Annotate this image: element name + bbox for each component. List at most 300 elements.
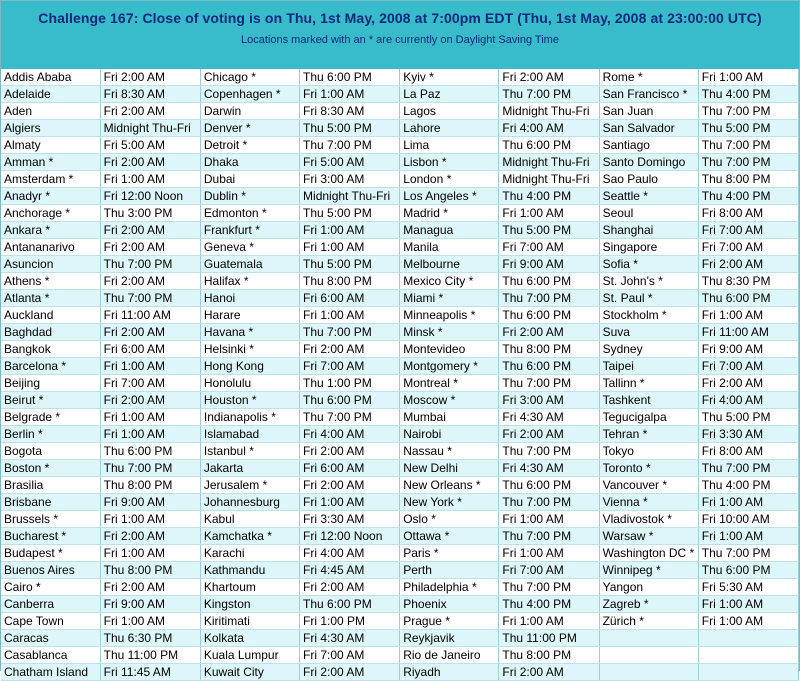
city-cell: Baghdad (1, 324, 100, 341)
local-time-cell: Thu 7:00 PM (300, 409, 400, 426)
city-cell: Belgrade * (1, 409, 100, 426)
city-cell: Chicago * (200, 69, 299, 86)
local-time-cell: Fri 4:00 AM (499, 120, 599, 137)
city-cell: Ankara * (1, 222, 100, 239)
city-cell: Rio de Janeiro (400, 647, 499, 664)
city-cell: Shanghai (599, 222, 698, 239)
city-cell: Havana * (200, 324, 299, 341)
local-time-cell: Fri 3:30 AM (300, 511, 400, 528)
city-cell: Bogota (1, 443, 100, 460)
city-cell: Anchorage * (1, 205, 100, 222)
city-cell: Caracas (1, 630, 100, 647)
city-cell: Kiritimati (200, 613, 299, 630)
city-cell: Helsinki * (200, 341, 299, 358)
local-time-cell: Fri 8:30 AM (100, 86, 200, 103)
city-cell: Budapest * (1, 545, 100, 562)
local-time-cell: Fri 4:30 AM (499, 409, 599, 426)
city-cell: Harare (200, 307, 299, 324)
local-time-cell: Fri 2:00 AM (100, 239, 200, 256)
local-time-cell: Fri 7:00 AM (698, 358, 798, 375)
city-cell: Mexico City * (400, 273, 499, 290)
table-row (1, 494, 799, 511)
local-time-cell: Fri 7:00 AM (499, 239, 599, 256)
local-time-cell: Fri 1:00 AM (698, 613, 798, 630)
table-row (1, 375, 799, 392)
local-time-cell: Fri 1:00 AM (499, 613, 599, 630)
local-time-cell: Fri 7:00 AM (100, 375, 200, 392)
city-cell: Amsterdam * (1, 171, 100, 188)
table-row (1, 137, 799, 154)
city-cell: Moscow * (400, 392, 499, 409)
city-cell: Mumbai (400, 409, 499, 426)
table-row (1, 154, 799, 171)
local-time-cell: Fri 2:00 AM (698, 256, 798, 273)
local-time-cell: Thu 6:30 PM (100, 630, 200, 647)
city-cell: Kuala Lumpur (200, 647, 299, 664)
local-time-cell: Fri 9:00 AM (100, 596, 200, 613)
local-time-cell: Fri 1:00 AM (100, 409, 200, 426)
city-cell: Kolkata (200, 630, 299, 647)
local-time-cell: Thu 8:00 PM (698, 171, 798, 188)
city-cell: Brussels * (1, 511, 100, 528)
header-banner (1, 1, 799, 69)
timezone-table (1, 69, 799, 681)
local-time-cell: Fri 1:00 AM (698, 528, 798, 545)
city-cell: Antananarivo (1, 239, 100, 256)
city-cell: Madrid * (400, 205, 499, 222)
city-cell: Santo Domingo (599, 154, 698, 171)
city-cell: Berlin * (1, 426, 100, 443)
city-cell: Minneapolis * (400, 307, 499, 324)
local-time-cell: Midnight Thu-Fri (499, 154, 599, 171)
city-cell: Guatemala (200, 256, 299, 273)
local-time-cell: Thu 4:00 PM (698, 477, 798, 494)
city-cell: Kabul (200, 511, 299, 528)
city-cell: Brisbane (1, 494, 100, 511)
local-time-cell: Fri 1:00 AM (300, 222, 400, 239)
city-cell: Frankfurt * (200, 222, 299, 239)
city-cell: New Orleans * (400, 477, 499, 494)
local-time-cell: Midnight Thu-Fri (499, 103, 599, 120)
local-time-cell: Fri 11:45 AM (100, 664, 200, 681)
city-cell: Washington DC * (599, 545, 698, 562)
city-cell: Bangkok (1, 341, 100, 358)
table-row (1, 273, 799, 290)
city-cell: Istanbul * (200, 443, 299, 460)
local-time-cell: Thu 6:00 PM (698, 290, 798, 307)
city-cell: Algiers (1, 120, 100, 137)
local-time-cell: Fri 9:00 AM (100, 494, 200, 511)
local-time-cell: Fri 11:00 AM (100, 307, 200, 324)
local-time-cell: Fri 9:00 AM (698, 341, 798, 358)
city-cell: Atlanta * (1, 290, 100, 307)
city-cell: Brasilia (1, 477, 100, 494)
local-time-cell: Fri 2:00 AM (100, 324, 200, 341)
local-time-cell: Thu 6:00 PM (300, 596, 400, 613)
table-row (1, 409, 799, 426)
local-time-cell: Thu 5:00 PM (698, 409, 798, 426)
local-time-cell: Fri 3:00 AM (499, 392, 599, 409)
city-cell: Copenhagen * (200, 86, 299, 103)
city-cell: Oslo * (400, 511, 499, 528)
city-cell: Ottawa * (400, 528, 499, 545)
city-cell: Halifax * (200, 273, 299, 290)
local-time-cell: Thu 5:00 PM (300, 120, 400, 137)
table-row (1, 222, 799, 239)
city-cell: Suva (599, 324, 698, 341)
city-cell: Khartoum (200, 579, 299, 596)
local-time-cell: Fri 2:00 AM (300, 664, 400, 681)
city-cell: Dublin * (200, 188, 299, 205)
local-time-cell: Fri 6:00 AM (100, 341, 200, 358)
local-time-cell: Fri 6:00 AM (300, 290, 400, 307)
local-time-cell: Fri 7:00 AM (698, 222, 798, 239)
local-time-cell: Thu 7:00 PM (698, 460, 798, 477)
page-subtitle: Locations marked with an * are currently on Daylight Saving Time (241, 34, 559, 46)
local-time-cell: Thu 7:00 PM (499, 494, 599, 511)
local-time-cell: Thu 8:00 PM (100, 477, 200, 494)
city-cell: Zürich * (599, 613, 698, 630)
local-time-cell: Thu 7:00 PM (499, 290, 599, 307)
local-time-cell: Thu 6:00 PM (499, 137, 599, 154)
city-cell: Seattle * (599, 188, 698, 205)
local-time-cell: Fri 4:45 AM (300, 562, 400, 579)
city-cell: Manila (400, 239, 499, 256)
local-time-cell: Thu 8:00 PM (499, 647, 599, 664)
table-row (1, 205, 799, 222)
local-time-cell (698, 647, 798, 664)
local-time-cell: Thu 7:00 PM (100, 460, 200, 477)
local-time-cell: Thu 3:00 PM (100, 205, 200, 222)
table-row (1, 511, 799, 528)
city-cell: Sofia * (599, 256, 698, 273)
city-cell: Cape Town (1, 613, 100, 630)
local-time-cell: Fri 2:00 AM (300, 341, 400, 358)
local-time-cell: Fri 2:00 AM (100, 154, 200, 171)
city-cell: Tehran * (599, 426, 698, 443)
city-cell: San Juan (599, 103, 698, 120)
city-cell: Adelaide (1, 86, 100, 103)
local-time-cell: Fri 1:00 AM (300, 239, 400, 256)
local-time-cell: Fri 2:00 AM (100, 273, 200, 290)
local-time-cell: Thu 11:00 PM (100, 647, 200, 664)
city-cell: Rome * (599, 69, 698, 86)
table-row (1, 69, 799, 86)
city-cell: Indianapolis * (200, 409, 299, 426)
city-cell: Zagreb * (599, 596, 698, 613)
table-row (1, 579, 799, 596)
city-cell: Paris * (400, 545, 499, 562)
table-row (1, 307, 799, 324)
city-cell: Chatham Island (1, 664, 100, 681)
local-time-cell: Fri 9:00 AM (499, 256, 599, 273)
local-time-cell: Fri 1:00 AM (698, 494, 798, 511)
local-time-cell: Fri 2:00 AM (100, 69, 200, 86)
timezone-table-body (1, 69, 799, 681)
local-time-cell: Thu 7:00 PM (698, 545, 798, 562)
local-time-cell: Thu 11:00 PM (499, 630, 599, 647)
city-cell: Kingston (200, 596, 299, 613)
city-cell: Managua (400, 222, 499, 239)
local-time-cell: Thu 7:00 PM (499, 443, 599, 460)
local-time-cell: Fri 2:00 AM (499, 69, 599, 86)
table-row (1, 443, 799, 460)
city-cell: Jerusalem * (200, 477, 299, 494)
local-time-cell: Midnight Thu-Fri (100, 120, 200, 137)
city-cell: Lima (400, 137, 499, 154)
local-time-cell: Thu 7:00 PM (499, 86, 599, 103)
city-cell: Warsaw * (599, 528, 698, 545)
local-time-cell: Fri 7:00 AM (698, 239, 798, 256)
table-row (1, 290, 799, 307)
local-time-cell: Fri 1:00 AM (100, 545, 200, 562)
local-time-cell: Fri 12:00 Noon (300, 528, 400, 545)
local-time-cell: Fri 7:00 AM (300, 358, 400, 375)
city-cell: Johannesburg (200, 494, 299, 511)
city-cell: St. John's * (599, 273, 698, 290)
local-time-cell: Fri 2:00 AM (100, 579, 200, 596)
table-row (1, 103, 799, 120)
city-cell: Casablanca (1, 647, 100, 664)
local-time-cell: Thu 4:00 PM (499, 188, 599, 205)
table-row (1, 86, 799, 103)
local-time-cell: Fri 1:00 AM (300, 494, 400, 511)
city-cell: Lagos (400, 103, 499, 120)
city-cell: Addis Ababa (1, 69, 100, 86)
city-cell: Toronto * (599, 460, 698, 477)
local-time-cell: Thu 5:00 PM (499, 222, 599, 239)
city-cell: Barcelona * (1, 358, 100, 375)
city-cell: Nassau * (400, 443, 499, 460)
local-time-cell: Fri 3:00 AM (300, 171, 400, 188)
local-time-cell: Fri 8:00 AM (698, 443, 798, 460)
local-time-cell: Thu 7:00 PM (698, 154, 798, 171)
table-row (1, 613, 799, 630)
city-cell: Auckland (1, 307, 100, 324)
city-cell: Miami * (400, 290, 499, 307)
local-time-cell: Fri 11:00 AM (698, 324, 798, 341)
local-time-cell: Thu 7:00 PM (300, 324, 400, 341)
city-cell: Tegucigalpa (599, 409, 698, 426)
city-cell: Montgomery * (400, 358, 499, 375)
city-cell: Darwin (200, 103, 299, 120)
local-time-cell: Thu 4:00 PM (698, 86, 798, 103)
local-time-cell: Thu 6:00 PM (499, 477, 599, 494)
city-cell: New Delhi (400, 460, 499, 477)
city-cell: La Paz (400, 86, 499, 103)
city-cell: Los Angeles * (400, 188, 499, 205)
local-time-cell: Fri 1:00 AM (300, 86, 400, 103)
local-time-cell: Fri 5:00 AM (100, 137, 200, 154)
city-cell: Santiago (599, 137, 698, 154)
city-cell: Honolulu (200, 375, 299, 392)
local-time-cell: Fri 4:30 AM (300, 630, 400, 647)
local-time-cell: Fri 1:00 AM (698, 69, 798, 86)
table-row (1, 647, 799, 664)
city-cell: Minsk * (400, 324, 499, 341)
local-time-cell: Fri 2:00 AM (499, 324, 599, 341)
local-time-cell: Fri 1:00 AM (300, 307, 400, 324)
local-time-cell: Fri 1:00 AM (100, 511, 200, 528)
local-time-cell: Fri 2:00 AM (100, 222, 200, 239)
city-cell: London * (400, 171, 499, 188)
local-time-cell: Fri 1:00 AM (499, 205, 599, 222)
city-cell: San Salvador (599, 120, 698, 137)
local-time-cell: Fri 4:30 AM (499, 460, 599, 477)
city-cell: Anadyr * (1, 188, 100, 205)
local-time-cell: Fri 2:00 AM (300, 443, 400, 460)
city-cell: Tashkent (599, 392, 698, 409)
city-cell: Almaty (1, 137, 100, 154)
table-row (1, 460, 799, 477)
local-time-cell: Fri 1:00 AM (100, 171, 200, 188)
local-time-cell (698, 630, 798, 647)
table-row (1, 477, 799, 494)
city-cell: Sydney (599, 341, 698, 358)
local-time-cell: Thu 6:00 PM (698, 562, 798, 579)
local-time-cell: Fri 8:00 AM (698, 205, 798, 222)
table-row (1, 341, 799, 358)
local-time-cell: Thu 8:00 PM (300, 273, 400, 290)
local-time-cell: Thu 5:00 PM (698, 120, 798, 137)
local-time-cell: Thu 7:00 PM (698, 137, 798, 154)
city-cell: Taipei (599, 358, 698, 375)
local-time-cell: Fri 4:00 AM (300, 426, 400, 443)
city-cell: Nairobi (400, 426, 499, 443)
local-time-cell: Fri 4:00 AM (698, 392, 798, 409)
city-cell: Aden (1, 103, 100, 120)
table-row (1, 528, 799, 545)
city-cell: Houston * (200, 392, 299, 409)
city-cell: Hong Kong (200, 358, 299, 375)
local-time-cell: Thu 6:00 PM (300, 69, 400, 86)
local-time-cell: Fri 2:00 AM (100, 528, 200, 545)
city-cell: Dhaka (200, 154, 299, 171)
local-time-cell (698, 664, 798, 681)
city-cell: Jakarta (200, 460, 299, 477)
city-cell (599, 664, 698, 681)
local-time-cell: Thu 6:00 PM (300, 392, 400, 409)
local-time-cell: Thu 6:00 PM (499, 307, 599, 324)
table-row (1, 562, 799, 579)
city-cell: Riyadh (400, 664, 499, 681)
local-time-cell: Fri 1:00 AM (100, 613, 200, 630)
city-cell: Seoul (599, 205, 698, 222)
city-cell: Kathmandu (200, 562, 299, 579)
local-time-cell: Thu 4:00 PM (698, 188, 798, 205)
city-cell: Winnipeg * (599, 562, 698, 579)
city-cell: Lisbon * (400, 154, 499, 171)
table-row (1, 426, 799, 443)
city-cell: Edmonton * (200, 205, 299, 222)
city-cell: Montevideo (400, 341, 499, 358)
city-cell: Perth (400, 562, 499, 579)
city-cell: Buenos Aires (1, 562, 100, 579)
city-cell: Montreal * (400, 375, 499, 392)
local-time-cell: Thu 7:00 PM (499, 528, 599, 545)
local-time-cell: Thu 6:00 PM (499, 273, 599, 290)
table-row (1, 358, 799, 375)
local-time-cell: Thu 8:30 PM (698, 273, 798, 290)
table-row (1, 596, 799, 613)
local-time-cell: Fri 6:00 AM (300, 460, 400, 477)
local-time-cell: Fri 5:30 AM (698, 579, 798, 596)
city-cell: Amman * (1, 154, 100, 171)
city-cell: Tokyo (599, 443, 698, 460)
city-cell: Philadelphia * (400, 579, 499, 596)
local-time-cell: Fri 2:00 AM (300, 579, 400, 596)
city-cell: Stockholm * (599, 307, 698, 324)
table-row (1, 188, 799, 205)
local-time-cell: Thu 7:00 PM (698, 103, 798, 120)
local-time-cell: Fri 1:00 AM (100, 358, 200, 375)
local-time-cell: Fri 12:00 Noon (100, 188, 200, 205)
local-time-cell: Fri 7:00 AM (499, 562, 599, 579)
local-time-cell: Fri 2:00 AM (499, 426, 599, 443)
city-cell: St. Paul * (599, 290, 698, 307)
city-cell: Boston * (1, 460, 100, 477)
city-cell: Yangon (599, 579, 698, 596)
local-time-cell: Fri 1:00 AM (698, 307, 798, 324)
city-cell: Tallinn * (599, 375, 698, 392)
local-time-cell: Fri 8:30 AM (300, 103, 400, 120)
local-time-cell: Fri 1:00 AM (698, 596, 798, 613)
local-time-cell: Midnight Thu-Fri (300, 188, 400, 205)
city-cell: Karachi (200, 545, 299, 562)
city-cell: Melbourne (400, 256, 499, 273)
city-cell: Athens * (1, 273, 100, 290)
table-row (1, 664, 799, 681)
city-cell: Beijing (1, 375, 100, 392)
local-time-cell: Thu 7:00 PM (100, 290, 200, 307)
city-cell: Islamabad (200, 426, 299, 443)
local-time-cell: Fri 1:00 AM (499, 511, 599, 528)
city-cell: Vienna * (599, 494, 698, 511)
local-time-cell: Thu 6:00 PM (100, 443, 200, 460)
city-cell: Prague * (400, 613, 499, 630)
table-row (1, 324, 799, 341)
city-cell: Vladivostok * (599, 511, 698, 528)
local-time-cell: Thu 4:00 PM (499, 596, 599, 613)
table-row (1, 630, 799, 647)
local-time-cell: Fri 2:00 AM (499, 664, 599, 681)
local-time-cell: Fri 4:00 AM (300, 545, 400, 562)
city-cell: New York * (400, 494, 499, 511)
local-time-cell: Thu 7:00 PM (100, 256, 200, 273)
local-time-cell: Fri 1:00 AM (100, 426, 200, 443)
city-cell (599, 647, 698, 664)
page-title: Challenge 167: Close of voting is on Thu, 1st May, 2008 at 7:00pm EDT (Thu, 1st May, 2008 at 23:00:00 UTC) (38, 10, 762, 26)
city-cell: Vancouver * (599, 477, 698, 494)
table-row (1, 120, 799, 137)
city-cell: Geneva * (200, 239, 299, 256)
city-cell: Lahore (400, 120, 499, 137)
local-time-cell: Fri 1:00 AM (499, 545, 599, 562)
local-time-cell: Thu 8:00 PM (100, 562, 200, 579)
city-cell: Phoenix (400, 596, 499, 613)
local-time-cell: Fri 3:30 AM (698, 426, 798, 443)
local-time-cell: Thu 7:00 PM (300, 137, 400, 154)
local-time-cell: Fri 10:00 AM (698, 511, 798, 528)
city-cell: Hanoi (200, 290, 299, 307)
city-cell: Kyiv * (400, 69, 499, 86)
table-row (1, 171, 799, 188)
local-time-cell: Thu 7:00 PM (499, 375, 599, 392)
table-row (1, 239, 799, 256)
local-time-cell: Fri 2:00 AM (100, 392, 200, 409)
local-time-cell: Thu 5:00 PM (300, 256, 400, 273)
local-time-cell: Midnight Thu-Fri (499, 171, 599, 188)
